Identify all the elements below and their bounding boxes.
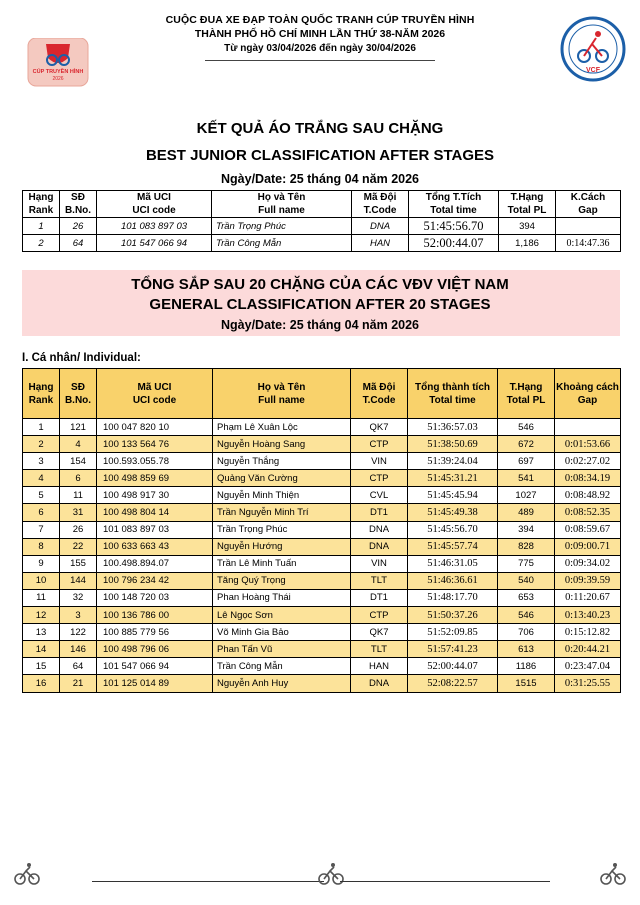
section-heading: I. Cá nhân/ Individual: [22,352,141,364]
cell-rank: 1 [23,218,60,235]
cell-team: DT1 [351,504,408,521]
cell-time: 51:45:49.38 [408,504,498,521]
cell-bno: 22 [60,538,97,555]
cell-bno: 21 [60,675,97,692]
cell-name: Trần Công Mẫn [213,658,351,675]
junior-date: Ngày/Date: 25 tháng 04 năm 2026 [221,172,419,186]
cell-name: Võ Minh Gia Bảo [213,624,351,641]
cell-uci: 100 498 804 14 [97,504,213,521]
footer-divider-right [340,881,550,882]
col-header-uci: Mã UCI UCI code [97,191,212,218]
tv-cup-logo [24,38,94,88]
table-row [23,487,621,504]
cell-bno: 11 [60,487,97,504]
junior-title-en: BEST JUNIOR CLASSIFICATION AFTER STAGES [145,147,495,164]
cell-time: 51:52:09.85 [408,624,498,641]
general-header-row [23,369,621,419]
cell-time: 51:45:56.70 [408,521,498,538]
cell-gap: 0:08:52.35 [555,504,621,521]
cell-gap: 0:08:34.19 [555,470,621,487]
cell-bno: 122 [60,624,97,641]
cell-pl: 546 [498,607,555,624]
cell-uci: 100 498 859 69 [97,470,213,487]
col-header-team: Mã Đội T.Code [351,369,408,419]
table-row [23,589,621,606]
cell-gap: 0:31:25.55 [555,675,621,692]
col-header-rank: Hạng Rank [23,369,60,419]
cell-rank: 13 [23,624,60,641]
cell-team: DNA [351,675,408,692]
cell-team: TLT [351,572,408,589]
footer-divider-left [92,881,324,882]
cyclist-icon [318,862,344,886]
table-row [23,675,621,692]
col-header-uci: Mã UCI UCI code [97,369,213,419]
col-header-gap: K.Cách Gap [556,191,621,218]
cell-gap: 0:14:47.36 [556,235,621,252]
cell-time: 51:46:31.05 [408,555,498,572]
table-row [23,470,621,487]
cell-team: HAN [351,658,408,675]
cell-time: 52:08:22.57 [408,675,498,692]
cell-time: 52:00:44.07 [409,235,499,252]
cell-uci: 100 498 796 06 [97,641,213,658]
junior-title-vi: KẾT QUẢ ÁO TRẮNG SAU CHẶNG [196,120,444,137]
cell-name: Phan Tấn Vũ [213,641,351,658]
cell-name: Trần Nguyễn Minh Trí [213,504,351,521]
cell-rank: 5 [23,487,60,504]
logo-left-year: 2026 [52,76,64,82]
table-row [23,572,621,589]
logo-left-text: CÚP TRUYỀN HÌNH [32,69,84,75]
cell-gap: 0:09:00.71 [555,538,621,555]
cell-name: Nguyễn Hướng [213,538,351,555]
event-subtitle: THÀNH PHỐ HỒ CHÍ MINH LẦN THỨ 38-NĂM 2026 [194,28,446,40]
col-header-time: Tổng T.Tích Total time [409,191,499,218]
cell-gap [556,218,621,235]
col-header-time: Tổng thành tích Total time [408,369,498,419]
cell-gap: 0:23:47.04 [555,658,621,675]
table-row [23,419,621,436]
vcf-logo [558,14,628,84]
general-title-vi: TỔNG SẮP SAU 20 CHẶNG CỦA CÁC VĐV VIỆT NAM [131,276,509,293]
cell-name: Lê Ngọc Sơn [213,607,351,624]
cell-gap: 0:11:20.67 [555,589,621,606]
cell-time: 51:45:45.94 [408,487,498,504]
cell-name: Trần Trọng Phúc [212,218,352,235]
cell-bno: 154 [60,453,97,470]
cell-gap: 0:08:48.92 [555,487,621,504]
event-title: CUỘC ĐUA XE ĐẠP TOÀN QUỐC TRANH CÚP TRUYỀN HÌNH [165,14,475,26]
cell-name: Trần Lê Minh Tuấn [213,555,351,572]
col-header-pl: T.Hạng Total PL [498,369,555,419]
col-header-name: Họ và Tên Full name [213,369,351,419]
cell-rank: 14 [23,641,60,658]
cell-bno: 64 [60,658,97,675]
cell-team: CTP [351,470,408,487]
cell-team: HAN [352,235,409,252]
cell-rank: 15 [23,658,60,675]
cell-team: QK7 [351,624,408,641]
cell-rank: 9 [23,555,60,572]
cell-pl: 1186 [498,658,555,675]
cell-uci: 100 133 564 76 [97,436,213,453]
cell-gap: 0:01:53.66 [555,436,621,453]
cell-bno: 31 [60,504,97,521]
cell-name: Nguyễn Thắng [213,453,351,470]
table-row [23,436,621,453]
cell-time: 51:50:37.26 [408,607,498,624]
logo-right-text: VCF [586,67,600,74]
cell-uci: 100 633 663 43 [97,538,213,555]
cell-rank: 7 [23,521,60,538]
cell-pl: 697 [498,453,555,470]
cell-uci: 100 047 820 10 [97,419,213,436]
cell-pl: 394 [499,218,556,235]
cell-rank: 2 [23,235,60,252]
table-row [23,641,621,658]
cell-gap [555,419,621,436]
table-row [23,624,621,641]
table-row [23,555,621,572]
cell-name: Quảng Văn Cường [213,470,351,487]
cell-name: Trần Công Mẫn [212,235,352,252]
cell-name: Nguyễn Anh Huy [213,675,351,692]
table-row [23,607,621,624]
cell-bno: 6 [60,470,97,487]
general-title-en: GENERAL CLASSIFICATION AFTER 20 STAGES [149,296,491,313]
cell-pl: 489 [498,504,555,521]
col-header-bno: SĐ B.No. [60,369,97,419]
table-row [23,658,621,675]
cell-team: CTP [351,436,408,453]
cell-rank: 4 [23,470,60,487]
header-divider [205,60,435,61]
cell-time: 51:57:41.23 [408,641,498,658]
table-row [23,453,621,470]
cell-uci: 101 547 066 94 [97,235,212,252]
table-row [23,538,621,555]
junior-table [22,190,621,252]
general-date: Ngày/Date: 25 tháng 04 năm 2026 [221,318,419,332]
cell-rank: 8 [23,538,60,555]
cell-uci: 101 125 014 89 [97,675,213,692]
cell-team: VIN [351,453,408,470]
cell-time: 51:39:24.04 [408,453,498,470]
cell-bno: 155 [60,555,97,572]
col-header-rank: Hạng Rank [23,191,60,218]
cell-time: 51:45:57.74 [408,538,498,555]
cell-bno: 26 [60,521,97,538]
cell-name: Nguyễn Hoàng Sang [213,436,351,453]
cell-team: DNA [352,218,409,235]
cell-uci: 100 885 779 56 [97,624,213,641]
table-row [23,504,621,521]
col-header-bno: SĐ B.No. [60,191,97,218]
cell-uci: 101 083 897 03 [97,521,213,538]
cell-time: 51:48:17.70 [408,589,498,606]
event-dates: Từ ngày 03/04/2026 đến ngày 30/04/2026 [224,43,416,54]
cell-pl: 1515 [498,675,555,692]
cell-name: Phạm Lê Xuân Lộc [213,419,351,436]
cell-name: Trần Trọng Phúc [213,521,351,538]
junior-header-row [23,191,621,218]
cyclist-icon [14,862,40,886]
cell-team: CTP [351,607,408,624]
general-table [22,368,621,693]
cell-team: QK7 [351,419,408,436]
cell-pl: 541 [498,470,555,487]
cell-pl: 394 [498,521,555,538]
cell-name: Nguyễn Minh Thiện [213,487,351,504]
table-row [23,235,621,252]
cell-bno: 146 [60,641,97,658]
cell-name: Tăng Quý Trọng [213,572,351,589]
cell-pl: 613 [498,641,555,658]
tv-cup-logo-mark [24,38,94,88]
cell-rank: 16 [23,675,60,692]
cell-rank: 2 [23,436,60,453]
cell-uci: 100.498.894.07 [97,555,213,572]
cell-pl: 653 [498,589,555,606]
cell-pl: 546 [498,419,555,436]
cell-bno: 32 [60,589,97,606]
cell-time: 51:46:36.61 [408,572,498,589]
cell-pl: 540 [498,572,555,589]
cell-uci: 100 148 720 03 [97,589,213,606]
cell-rank: 11 [23,589,60,606]
general-table-body [23,419,621,693]
cell-bno: 64 [60,235,97,252]
cell-uci: 100.593.055.78 [97,453,213,470]
cell-pl: 775 [498,555,555,572]
cell-team: VIN [351,555,408,572]
cell-team: CVL [351,487,408,504]
cell-gap: 0:15:12.82 [555,624,621,641]
cell-pl: 1,186 [499,235,556,252]
cell-gap: 0:13:40.23 [555,607,621,624]
cell-uci: 100 796 234 42 [97,572,213,589]
table-row [23,521,621,538]
cell-time: 51:45:56.70 [409,218,499,235]
table-row [23,218,621,235]
cell-bno: 121 [60,419,97,436]
cell-time: 52:00:44.07 [408,658,498,675]
col-header-name: Họ và Tên Full name [212,191,352,218]
cell-rank: 1 [23,419,60,436]
cell-gap: 0:20:44.21 [555,641,621,658]
cell-rank: 6 [23,504,60,521]
cell-rank: 3 [23,453,60,470]
cell-rank: 12 [23,607,60,624]
cell-gap: 0:08:59.67 [555,521,621,538]
cell-bno: 144 [60,572,97,589]
cell-uci: 101 083 897 03 [97,218,212,235]
cell-gap: 0:09:39.59 [555,572,621,589]
cell-time: 51:36:57.03 [408,419,498,436]
cell-pl: 672 [498,436,555,453]
cell-bno: 26 [60,218,97,235]
cell-time: 51:38:50.69 [408,436,498,453]
cell-time: 51:45:31.21 [408,470,498,487]
cell-pl: 828 [498,538,555,555]
col-header-team: Mã Đội T.Code [352,191,409,218]
cell-uci: 100 136 786 00 [97,607,213,624]
cell-team: DT1 [351,589,408,606]
cell-uci: 100 498 917 30 [97,487,213,504]
vcf-logo-mark [558,14,628,84]
cell-bno: 3 [60,607,97,624]
cell-pl: 706 [498,624,555,641]
cell-pl: 1027 [498,487,555,504]
cell-bno: 4 [60,436,97,453]
cell-rank: 10 [23,572,60,589]
cell-gap: 0:02:27.02 [555,453,621,470]
cell-name: Phan Hoàng Thái [213,589,351,606]
col-header-pl: T.Hạng Total PL [499,191,556,218]
cyclist-icon [600,862,626,886]
col-header-gap: Khoảng cách Gap [555,369,621,419]
cell-uci: 101 547 066 94 [97,658,213,675]
cell-team: TLT [351,641,408,658]
cell-team: DNA [351,538,408,555]
cell-team: DNA [351,521,408,538]
cell-gap: 0:09:34.02 [555,555,621,572]
